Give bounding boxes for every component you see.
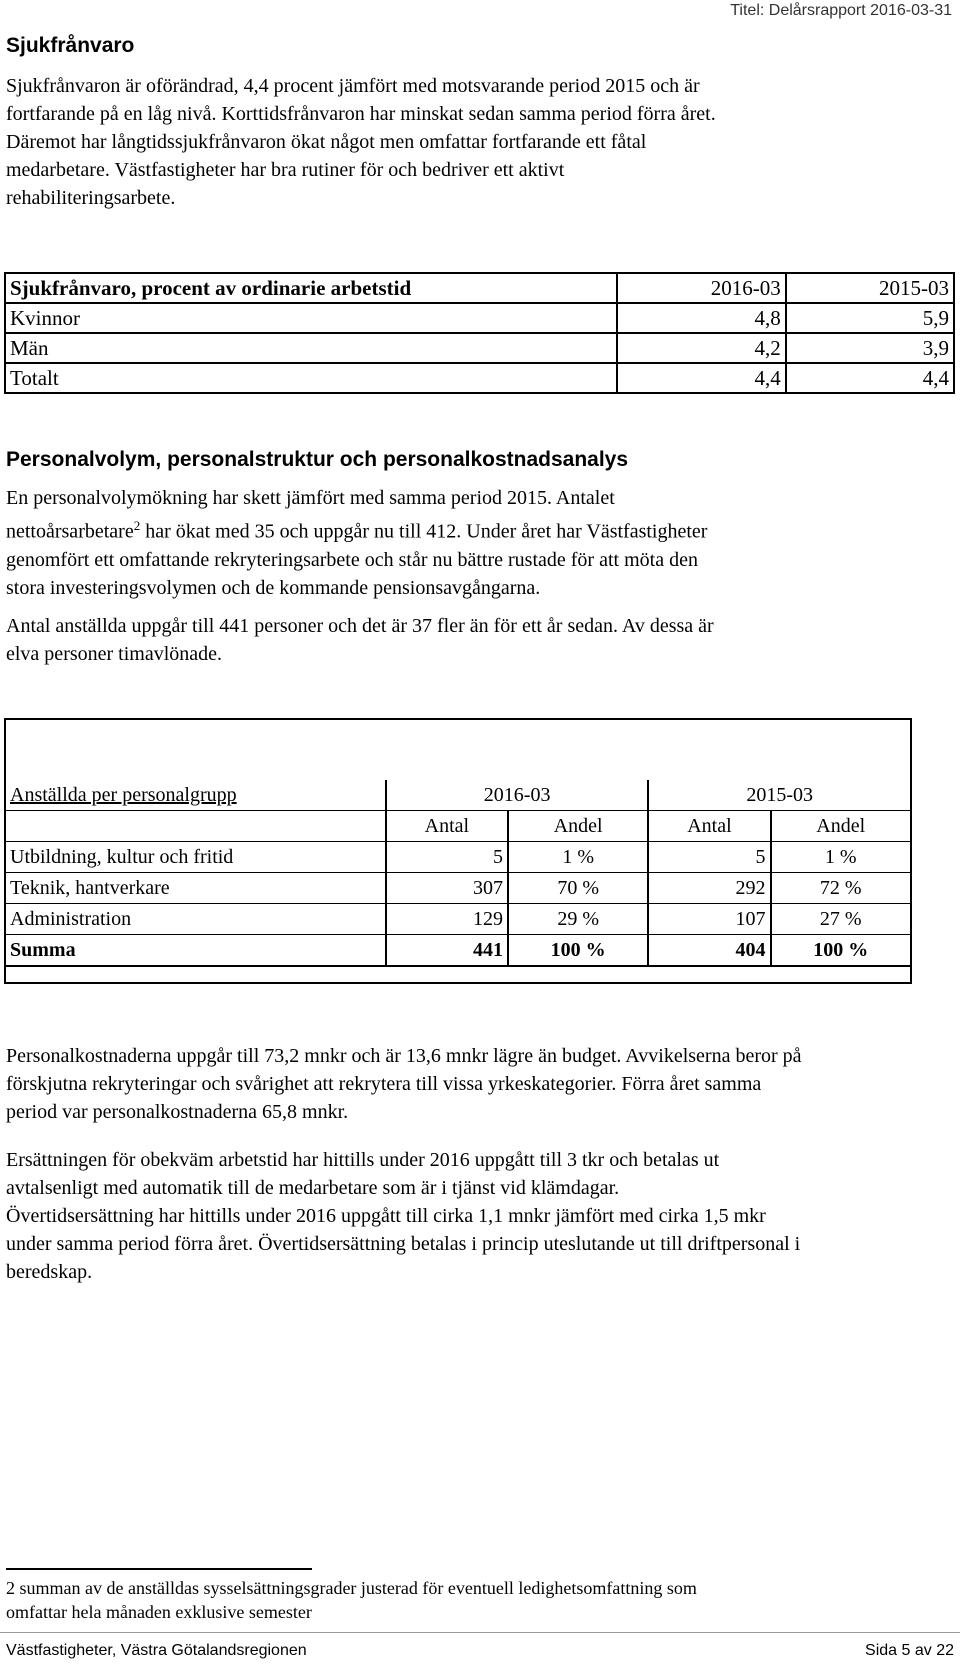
paragraph-line: Ersättningen för obekväm arbetstid har hittills under 2016 uppgått till 3 tkr och betalas ut (6, 1149, 720, 1171)
paragraph-line: Antal anställda uppgår till 441 personer och det är 37 fler än för ett år sedan. Av dessa är (6, 615, 714, 637)
table-cell: 100 % (771, 935, 912, 967)
page-number: Sida 5 av 22 (865, 1642, 954, 1659)
table-title-row (5, 780, 911, 811)
table-row (5, 873, 911, 904)
footer-organization: Västfastigheter, Västra Götalandsregionen (6, 1642, 307, 1659)
table-row (5, 363, 954, 393)
paragraph-line: period var personalkostnaderna 65,8 mnkr. (6, 1101, 349, 1123)
table-cell (5, 811, 386, 842)
table-cell: Totalt (5, 363, 617, 393)
paragraph-text: har ökat med 35 och uppgår nu till 412. Under året har Västfastigheter (145, 520, 708, 543)
table-cell: Kvinnor (5, 303, 617, 333)
table-header-cell: Antal (386, 811, 508, 842)
table-cell: 29 % (508, 904, 648, 935)
table-cell: 292 (648, 873, 770, 904)
paragraph-line: Sjukfrånvaron är oförändrad, 4,4 procent jämfört med motsvarande period 2015 och är (6, 75, 700, 97)
table-cell: Summa (5, 935, 386, 967)
table-cell: 5 (648, 842, 770, 873)
table-subheader-row (5, 811, 911, 842)
table-header-cell: Antal (648, 811, 770, 842)
table-cell: 3,9 (786, 333, 954, 363)
section-heading-sjukfranvaro: Sjukfrånvaro (6, 34, 135, 57)
table-header-cell: Andel (508, 811, 648, 842)
table-cell: 70 % (508, 873, 648, 904)
table-cell: 4,2 (617, 333, 785, 363)
table-row (5, 303, 954, 333)
paragraph-line: genomfört ett omfattande rekryteringsarbete och står nu bättre rustade för att möta den (6, 548, 698, 571)
footnote (6, 1576, 697, 1624)
section-heading-personalvolym: Personalvolym, personalstruktur och personalkostnadsanalys (6, 448, 629, 471)
paragraph-line: medarbetare. Västfastigheter har bra rutiner för och bedriver ett aktivt (6, 159, 565, 181)
footnote-term: nettoårsarbetare (6, 520, 134, 543)
table-header-cell: 2015-03 (786, 273, 954, 303)
table-cell: 129 (386, 904, 508, 935)
footnote-line: omfattar hela månaden exklusive semester (6, 1602, 312, 1622)
table-cell: Män (5, 333, 617, 363)
footnote-marker: 2 (6, 1578, 15, 1598)
paragraph-line: Övertidsersättning har hittills under 2016 uppgått till cirka 1,1 mnkr jämfört med cirka 1,5 mkr (6, 1205, 766, 1227)
paragraph-line (6, 512, 707, 546)
table-cell: Utbildning, kultur och fritid (5, 842, 386, 873)
table-cell: 107 (648, 904, 770, 935)
period-header-2015: 2015-03 (648, 780, 911, 811)
table-cell: 5 (386, 842, 508, 873)
staff-per-group-table (4, 780, 912, 967)
personalvolym-paragraph (6, 484, 707, 602)
footnote-text: summan av de anställdas sysselsättningsgrader justerad för eventuell ledighetsomfattning som (19, 1578, 697, 1598)
table-cell: 5,9 (786, 303, 954, 333)
table-header-cell: 2016-03 (617, 273, 785, 303)
sick-leave-table (4, 272, 955, 394)
paragraph-line: under samma period förra året. Övertidsersättning betalas i princip uteslutande ut till driftpersonal i (6, 1233, 801, 1255)
table-cell: Administration (5, 904, 386, 935)
table-cell: 404 (648, 935, 770, 967)
paragraph-line: fortfarande på en låg nivå. Korttidsfrånvaron har minskat sedan samma period förra året. (6, 103, 716, 125)
paragraph-line: förskjutna rekryteringar och svårighet att rekrytera till vissa yrkeskategorier. Förra året samma (6, 1073, 762, 1095)
employees-paragraph (6, 612, 714, 668)
table-cell: 4,8 (617, 303, 785, 333)
paragraph-line: stora investeringsvolymen och de kommande pensionsavgångarna. (6, 576, 541, 599)
table-cell: 4,4 (786, 363, 954, 393)
footer-divider (0, 1632, 960, 1633)
table-cell: 441 (386, 935, 508, 967)
personnel-costs-paragraph (6, 1042, 802, 1126)
footnote-line (6, 1576, 697, 1600)
paragraph-line: Personalkostnaderna uppgår till 73,2 mnkr och är 13,6 mnkr lägre än budget. Avvikelserna beror på (6, 1045, 802, 1067)
table-cell: 307 (386, 873, 508, 904)
document-title: Titel: Delårsrapport 2016-03-31 (730, 2, 952, 19)
paragraph-line: Däremot har långtidssjukfrånvaron ökat något men omfattar fortfarande ett fåtal (6, 131, 647, 153)
compensation-paragraph (6, 1146, 800, 1286)
table-sum-row (5, 935, 911, 967)
table-row (5, 904, 911, 935)
footnote-divider (6, 1568, 312, 1570)
table-header-row (5, 273, 954, 303)
period-header-2016: 2016-03 (386, 780, 649, 811)
paragraph-line: En personalvolymökning har skett jämfört med samma period 2015. Antalet (6, 487, 615, 509)
paragraph-line: avtalsenligt med automatik till de medarbetare som är i tjänst vid klämdagar. (6, 1177, 620, 1199)
table-cell: Teknik, hantverkare (5, 873, 386, 904)
table-title: Anställda per personalgrupp (5, 780, 386, 811)
table-row (5, 842, 911, 873)
table-header-cell: Andel (771, 811, 912, 842)
table-cell: 100 % (508, 935, 648, 967)
table-cell: 1 % (771, 842, 912, 873)
paragraph-line: elva personer timavlönade. (6, 643, 223, 665)
footnote-reference[interactable]: 2 (133, 518, 141, 533)
table-cell: 1 % (508, 842, 648, 873)
paragraph-line: rehabiliteringsarbete. (6, 187, 176, 209)
table-cell: 27 % (771, 904, 912, 935)
table-cell: 4,4 (617, 363, 785, 393)
paragraph-line: beredskap. (6, 1261, 93, 1283)
table-cell: 72 % (771, 873, 912, 904)
table-row (5, 333, 954, 363)
sjukfranvaro-paragraph (6, 72, 716, 212)
table-header-cell: Sjukfrånvaro, procent av ordinarie arbetstid (5, 273, 617, 303)
